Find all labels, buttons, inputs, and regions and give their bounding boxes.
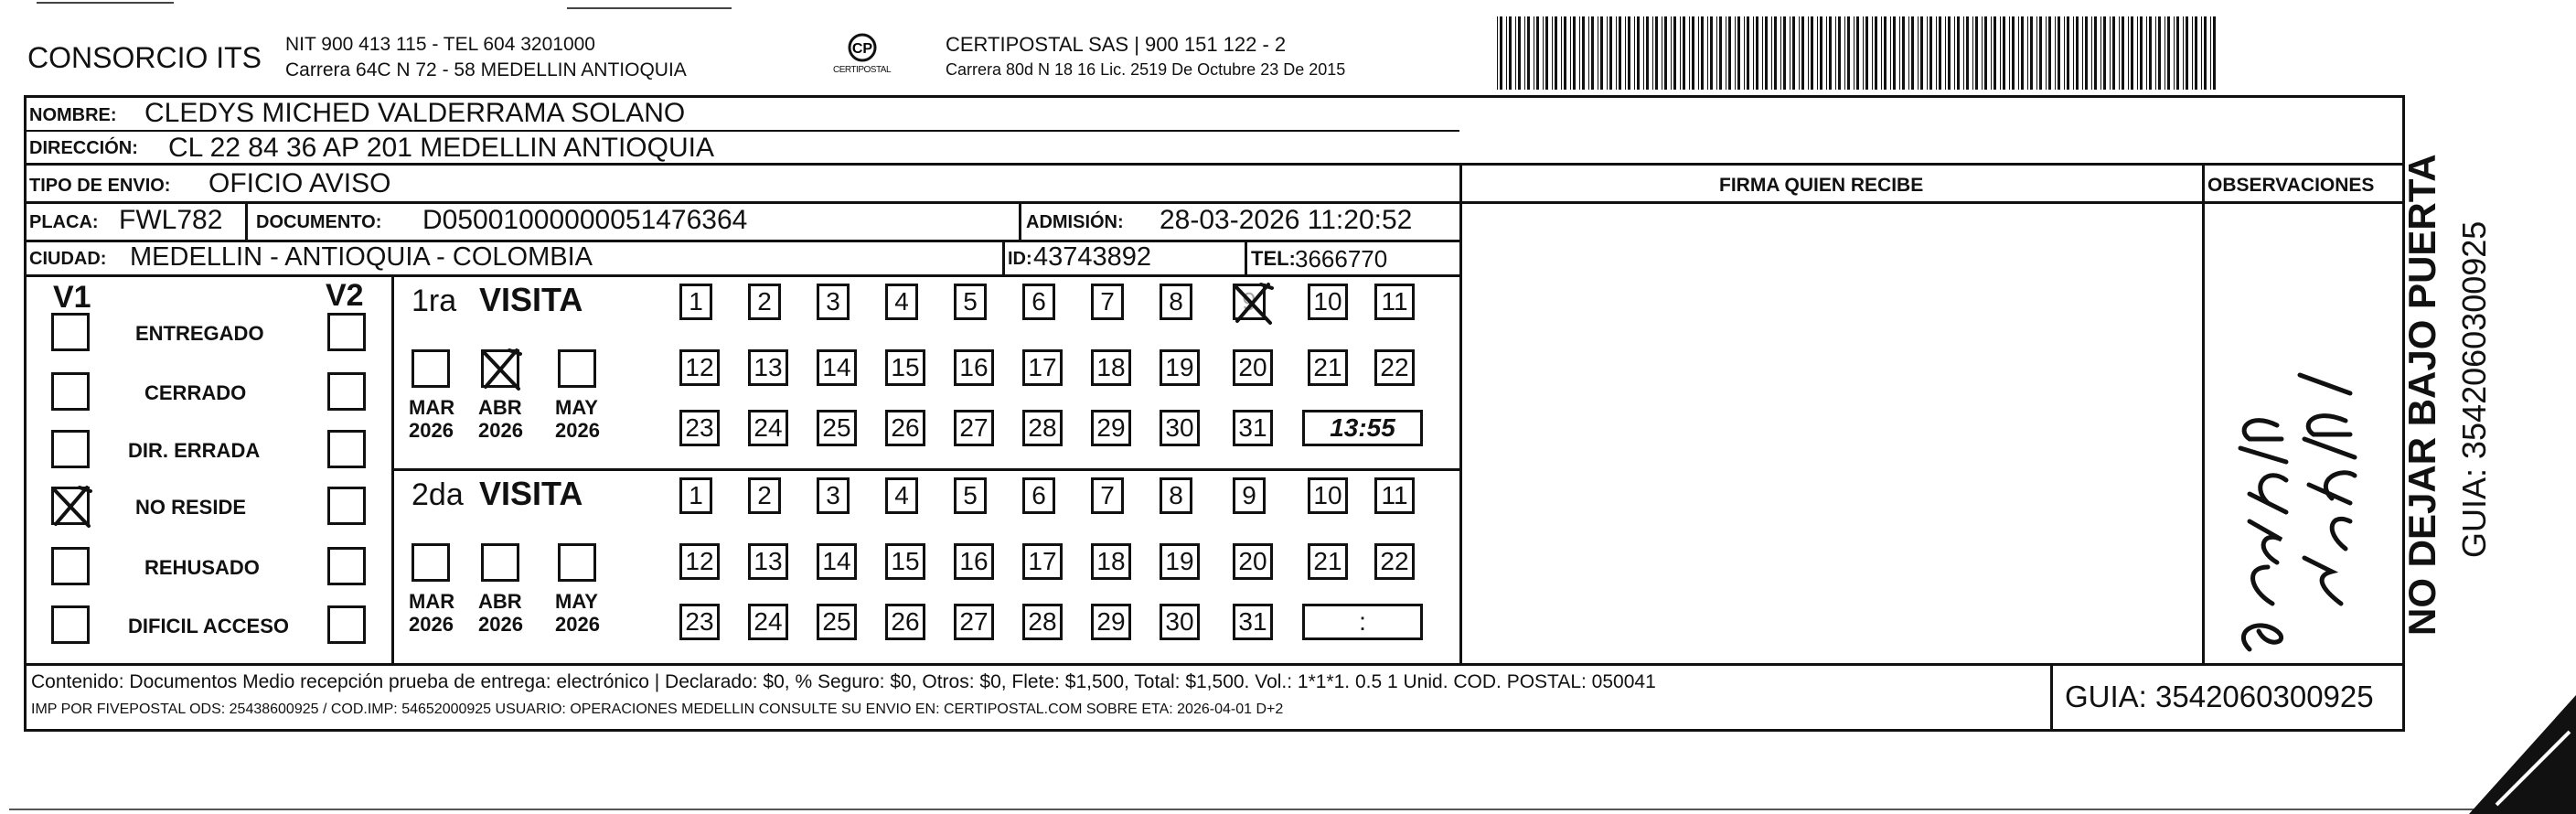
placa-value: FWL782 — [119, 205, 223, 235]
day-number: 16 — [959, 353, 989, 381]
col-divider — [1002, 240, 1005, 274]
tipo-label: TIPO DE ENVIO: — [29, 176, 171, 196]
month-label: ABR — [478, 590, 522, 613]
day-number: 30 — [1165, 607, 1194, 636]
day-number: 17 — [1028, 547, 1057, 575]
day-box[interactable] — [1374, 284, 1415, 320]
firma-header: FIRMA QUIEN RECIBE — [1719, 175, 1924, 196]
day-number: 23 — [685, 607, 714, 636]
day-number: 5 — [963, 287, 978, 316]
side-guia: GUIA: 3542060300925 — [2455, 220, 2493, 558]
svg-text:CP: CP — [851, 41, 873, 57]
day-box[interactable] — [1091, 477, 1124, 514]
day-number: 3 — [826, 481, 840, 509]
barcode — [1497, 16, 2229, 90]
time-box[interactable] — [1302, 410, 1423, 446]
day-number: 28 — [1028, 413, 1057, 442]
day-box[interactable] — [1233, 604, 1273, 640]
day-number: 23 — [685, 413, 714, 442]
day-box[interactable] — [1160, 477, 1192, 514]
day-box[interactable] — [1160, 349, 1200, 386]
day-box[interactable] — [1233, 284, 1266, 320]
day-number: 15 — [891, 353, 920, 381]
nombre-value: CLEDYS MICHED VALDERRAMA SOLANO — [144, 98, 686, 128]
v1-checkbox[interactable] — [51, 487, 90, 525]
day-box[interactable] — [885, 284, 918, 320]
day-box[interactable] — [748, 543, 788, 580]
paper-fold — [2469, 695, 2576, 814]
day-number: 17 — [1028, 353, 1057, 381]
day-box[interactable] — [679, 349, 720, 386]
day-number: 24 — [754, 413, 783, 442]
day-number: 14 — [822, 547, 851, 575]
status-label: ENTREGADO — [135, 322, 264, 345]
day-number: 4 — [894, 481, 909, 509]
visit-title-prefix: 2da — [412, 477, 464, 512]
day-number: 11 — [1381, 481, 1408, 509]
status-label: DIFICIL ACCESO — [128, 615, 290, 637]
day-box[interactable] — [885, 349, 925, 386]
x-mark-icon — [480, 347, 522, 392]
col-divider — [391, 468, 1459, 471]
day-number: 7 — [1100, 481, 1115, 509]
month-label: MAR — [409, 396, 455, 419]
day-number: 22 — [1380, 353, 1409, 381]
id-label: ID: — [1008, 249, 1032, 269]
day-number: 20 — [1238, 547, 1267, 575]
day-number: 26 — [891, 607, 920, 636]
day-number: 29 — [1096, 413, 1126, 442]
tel-label: TEL: — [1251, 247, 1296, 270]
day-box[interactable] — [679, 477, 712, 514]
day-box[interactable] — [817, 410, 857, 446]
day-box[interactable] — [748, 284, 781, 320]
day-box[interactable] — [1233, 349, 1273, 386]
day-box[interactable] — [817, 349, 857, 386]
footer-imp: IMP POR FIVEPOSTAL ODS: 25438600925 / COD.IMP: 54652000925 USUARIO: OPERACIONES MEDELLIN CONSULTE SU ENVIO EN: CERTIPOSTAL.COM SOBRE ETA: 2026-04-01 D+2 — [31, 702, 1284, 717]
documento-label: DOCUMENTO: — [256, 212, 382, 232]
day-box[interactable] — [954, 543, 994, 580]
status-label: DIR. ERRADA — [128, 439, 261, 462]
placa-label: PLACA: — [29, 212, 99, 232]
v2-checkbox[interactable] — [327, 487, 366, 525]
day-number: 15 — [891, 547, 920, 575]
status-label: NO RESIDE — [135, 496, 247, 519]
status-label: CERRADO — [144, 381, 247, 404]
day-box[interactable] — [1374, 477, 1415, 514]
day-number: 22 — [1380, 547, 1409, 575]
day-number: 11 — [1381, 287, 1408, 316]
footer-guia: GUIA: 3542060300925 — [2065, 680, 2374, 713]
day-box[interactable] — [748, 477, 781, 514]
month-checkbox[interactable] — [558, 543, 596, 582]
day-box[interactable] — [1022, 604, 1063, 640]
day-box[interactable] — [1160, 284, 1192, 320]
footer-content: Contenido: Documentos Medio recepción prueba de entrega: electrónico | Declarado: $0, % Seguro: $0, Otros: $0, Flete: $1,500, Total: $1,500. Vol.: 1*1*1. 0.5 1 Unid. COD. POSTAL: 050041 — [31, 671, 1656, 692]
day-box[interactable] — [1160, 543, 1200, 580]
month-checkbox[interactable] — [481, 349, 519, 388]
day-number: 5 — [963, 481, 978, 509]
day-box[interactable] — [748, 349, 788, 386]
day-number: 30 — [1165, 413, 1194, 442]
month-checkbox[interactable] — [412, 349, 450, 388]
row-divider — [24, 274, 1459, 277]
day-box[interactable] — [1022, 543, 1063, 580]
day-box[interactable] — [1374, 543, 1415, 580]
nombre-label: NOMBRE: — [29, 105, 117, 125]
v2-checkbox[interactable] — [327, 430, 366, 468]
day-number: 13 — [754, 353, 783, 381]
v2-checkbox[interactable] — [327, 372, 366, 411]
day-box[interactable] — [885, 410, 925, 446]
day-box[interactable] — [1308, 349, 1348, 386]
company-nit: NIT 900 413 115 - TEL 604 3201000 — [285, 34, 595, 55]
day-box[interactable] — [954, 349, 994, 386]
col-divider — [1459, 163, 1462, 663]
month-label: MAR — [409, 590, 455, 613]
v1-header: V1 — [53, 280, 91, 315]
day-number: 31 — [1238, 607, 1267, 636]
day-number: 8 — [1169, 481, 1183, 509]
day-number: 19 — [1165, 353, 1194, 381]
day-box[interactable] — [954, 477, 987, 514]
v2-checkbox[interactable] — [327, 547, 366, 585]
day-number: 16 — [959, 547, 989, 575]
direccion-value: CL 22 84 36 AP 201 MEDELLIN ANTIOQUIA — [168, 133, 714, 163]
day-number: 27 — [959, 607, 989, 636]
month-year: 2026 — [555, 419, 600, 442]
day-box[interactable] — [1308, 284, 1348, 320]
day-number: 10 — [1313, 481, 1342, 509]
visit-time: : — [1359, 607, 1366, 636]
day-box[interactable] — [954, 410, 994, 446]
day-number: 3 — [826, 287, 840, 316]
day-number: 13 — [754, 547, 783, 575]
admision-label: ADMISIÓN: — [1026, 212, 1124, 232]
day-number: 1 — [689, 481, 703, 509]
day-number: 18 — [1096, 353, 1126, 381]
day-box[interactable] — [748, 410, 788, 446]
day-number: 29 — [1096, 607, 1126, 636]
day-box[interactable] — [1091, 543, 1131, 580]
day-box[interactable] — [817, 543, 857, 580]
day-number: 6 — [1031, 287, 1046, 316]
month-label: MAY — [555, 396, 598, 419]
day-box[interactable] — [1091, 604, 1131, 640]
day-box[interactable] — [1233, 543, 1273, 580]
col-divider — [245, 203, 248, 240]
v2-checkbox[interactable] — [327, 605, 366, 644]
logo-text: CERTIPOSTAL — [833, 65, 892, 75]
month-year: 2026 — [478, 419, 523, 442]
day-number: 18 — [1096, 547, 1126, 575]
month-checkbox[interactable] — [481, 543, 519, 582]
month-checkbox[interactable] — [412, 543, 450, 582]
visit-title-prefix: 1ra — [412, 284, 457, 318]
day-number: 10 — [1313, 287, 1342, 316]
carrier-line1: CERTIPOSTAL SAS | 900 151 122 - 2 — [946, 33, 1287, 56]
time-box[interactable] — [1302, 604, 1423, 640]
day-box[interactable] — [954, 284, 987, 320]
day-number: 4 — [894, 287, 909, 316]
v1-checkbox[interactable] — [51, 313, 90, 351]
day-box[interactable] — [679, 284, 712, 320]
v2-checkbox[interactable] — [327, 313, 366, 351]
day-number: 8 — [1169, 287, 1183, 316]
col-divider — [1019, 203, 1021, 240]
day-box[interactable] — [1091, 284, 1124, 320]
observaciones-header: OBSERVACIONES — [2207, 175, 2375, 196]
day-box[interactable] — [1022, 349, 1063, 386]
day-box[interactable] — [1308, 543, 1348, 580]
day-number: 9 — [1242, 481, 1256, 509]
day-number: 24 — [754, 607, 783, 636]
carrier-line2: Carrera 80d N 18 16 Lic. 2519 De Octubre 23 De 2015 — [946, 60, 1346, 79]
day-box[interactable] — [954, 604, 994, 640]
month-label: ABR — [478, 396, 522, 419]
day-box[interactable] — [885, 477, 918, 514]
month-year: 2026 — [409, 419, 454, 442]
day-number: 31 — [1238, 413, 1267, 442]
side-warning: NO DEJAR BAJO PUERTA — [2400, 154, 2443, 636]
day-number: 7 — [1100, 287, 1115, 316]
col-divider — [2202, 163, 2205, 663]
scan-edge — [37, 2, 174, 4]
day-box[interactable] — [817, 604, 857, 640]
tipo-value: OFICIO AVISO — [208, 168, 391, 198]
day-box[interactable] — [1308, 477, 1348, 514]
day-number: 21 — [1313, 547, 1342, 575]
row-divider — [24, 130, 1459, 132]
direccion-label: DIRECCIÓN: — [29, 138, 138, 158]
day-box[interactable] — [1022, 284, 1055, 320]
day-box[interactable] — [1091, 410, 1131, 446]
status-label: REHUSADO — [144, 556, 260, 579]
visit-title-word: VISITA — [479, 281, 583, 318]
day-box[interactable] — [1091, 349, 1131, 386]
day-number: 6 — [1031, 481, 1046, 509]
v2-header: V2 — [326, 278, 364, 313]
day-number: 12 — [685, 547, 714, 575]
day-number: 12 — [685, 353, 714, 381]
col-divider — [1245, 240, 1247, 274]
day-box[interactable] — [1160, 604, 1200, 640]
col-divider — [2050, 663, 2053, 732]
row-divider — [24, 163, 2405, 166]
row-divider — [1459, 201, 2405, 204]
day-box[interactable] — [679, 410, 720, 446]
v1-checkbox[interactable] — [51, 430, 90, 468]
admision-value: 28-03-2026 11:20:52 — [1160, 205, 1413, 235]
day-box[interactable] — [885, 543, 925, 580]
day-number: 19 — [1165, 547, 1194, 575]
day-number: 14 — [822, 353, 851, 381]
month-year: 2026 — [478, 613, 523, 636]
handwritten-signature — [2213, 302, 2396, 659]
day-number: 21 — [1313, 353, 1342, 381]
row-divider — [24, 663, 2405, 666]
day-box[interactable] — [817, 477, 850, 514]
x-mark-icon — [50, 484, 92, 530]
company-name: CONSORCIO ITS — [27, 41, 262, 74]
row-divider — [24, 201, 1459, 204]
day-number: 2 — [757, 287, 772, 316]
visit-time: 13:55 — [1330, 413, 1395, 442]
month-checkbox[interactable] — [558, 349, 596, 388]
ciudad-value: MEDELLIN - ANTIOQUIA - COLOMBIA — [130, 242, 593, 272]
certipostal-logo — [828, 31, 901, 82]
visit-title-word: VISITA — [479, 475, 583, 512]
month-year: 2026 — [409, 613, 454, 636]
day-number: 26 — [891, 413, 920, 442]
month-label: MAY — [555, 590, 598, 613]
day-box[interactable] — [1374, 349, 1415, 386]
day-number: 9 — [1242, 287, 1256, 316]
scan-edge — [567, 7, 732, 9]
day-box[interactable] — [1022, 410, 1063, 446]
day-box[interactable] — [1233, 410, 1273, 446]
company-address: Carrera 64C N 72 - 58 MEDELLIN ANTIOQUIA — [285, 59, 687, 80]
x-mark-icon — [1232, 281, 1274, 327]
day-number: 1 — [689, 287, 703, 316]
day-number: 27 — [959, 413, 989, 442]
day-box[interactable] — [1233, 477, 1266, 514]
day-number: 28 — [1028, 607, 1057, 636]
month-year: 2026 — [555, 613, 600, 636]
id-value: 43743892 — [1033, 242, 1152, 272]
day-number: 20 — [1238, 353, 1267, 381]
day-box[interactable] — [1160, 410, 1200, 446]
day-box[interactable] — [817, 284, 850, 320]
tel-value: 3666770 — [1295, 245, 1388, 273]
day-box[interactable] — [748, 604, 788, 640]
day-number: 25 — [822, 607, 851, 636]
v1-checkbox[interactable] — [51, 372, 90, 411]
day-box[interactable] — [679, 604, 720, 640]
day-box[interactable] — [885, 604, 925, 640]
day-number: 25 — [822, 413, 851, 442]
ciudad-label: CIUDAD: — [29, 249, 107, 269]
day-box[interactable] — [1022, 477, 1055, 514]
v1-checkbox[interactable] — [51, 547, 90, 585]
paper-edge — [9, 809, 2478, 810]
day-number: 2 — [757, 481, 772, 509]
day-box[interactable] — [679, 543, 720, 580]
v1-checkbox[interactable] — [51, 605, 90, 644]
documento-value: D05001000000051476364 — [422, 205, 748, 235]
